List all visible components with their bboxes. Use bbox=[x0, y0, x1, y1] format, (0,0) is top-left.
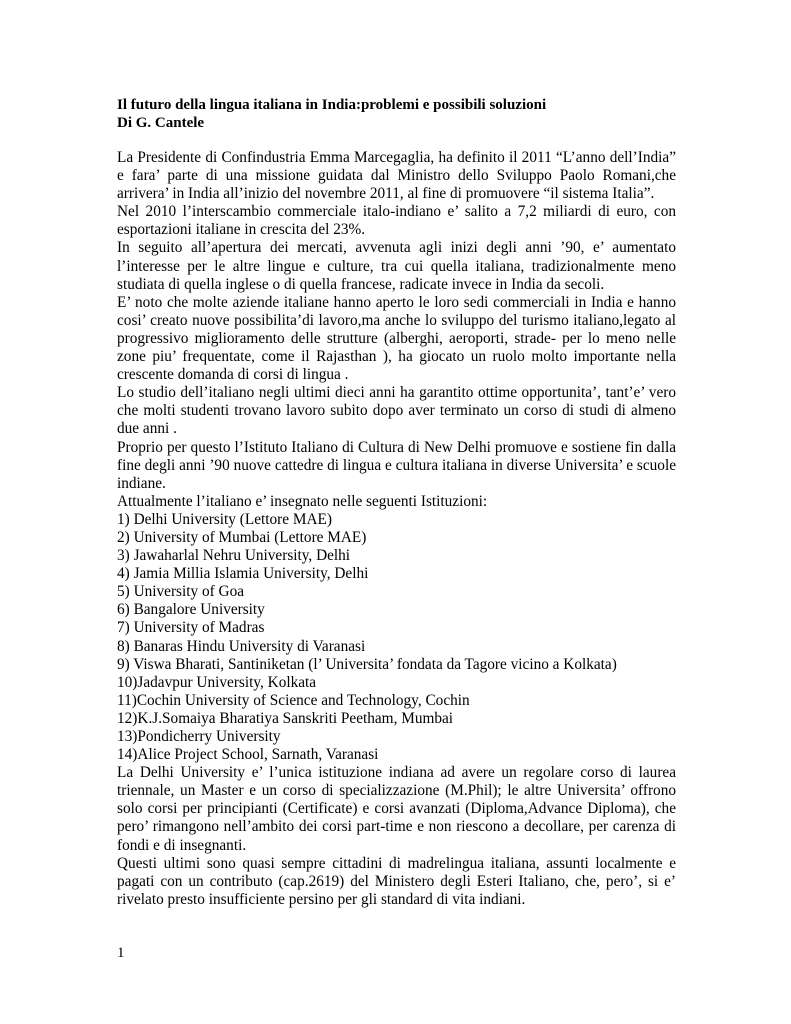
paragraph: Attualmente l’italiano e’ insegnato nelle seguenti Istituzioni: bbox=[117, 492, 488, 510]
list-item: 4) Jamia Millia Islamia University, Delhi bbox=[117, 565, 369, 583]
paragraph: E’ noto che molte aziende italiane hanno aperto le loro sedi commerciali in India e hanno cosi’ creato nuove possibilita’di lavoro,ma anche lo sviluppo del turismo italiano,legato al progressivo miglioramento delle strutture (alberghi, aeroporti, strade- per lo meno nelle zone piu’ frequentate, come il Rajasthan ), ha giocato un ruolo molto importante nella crescente domanda di corsi di lingua . bbox=[117, 293, 676, 384]
list-item: 13)Pondicherry University bbox=[117, 728, 281, 745]
page-number: 1 bbox=[117, 945, 125, 961]
list-item: 3) Jawaharlal Nehru University, Delhi bbox=[117, 547, 351, 565]
paragraph: Lo studio dell’italiano negli ultimi dieci anni ha garantito ottime opportunita’, tant’e’ vero che molti studenti trovano lavoro subito dopo aver terminato un corso di studi di almeno due anni . bbox=[117, 384, 676, 438]
list-item: 5) University of Goa bbox=[117, 583, 245, 601]
list-item: 9) Viswa Bharati, Santiniketan (l’ Universita’ fondata da Tagore vicino a Kolkata) bbox=[117, 655, 617, 673]
institution-list bbox=[117, 511, 676, 764]
paragraph: Nel 2010 l’interscambio commerciale italo-indiano e’ salito a 7,2 miliardi di euro, con esportazioni italiane in crescita del 23%. bbox=[117, 203, 676, 239]
list-item: 8) Banaras Hindu University di Varanasi bbox=[117, 637, 366, 655]
list-item: 11)Cochin University of Science and Technology, Cochin bbox=[117, 691, 470, 709]
document-body bbox=[117, 149, 676, 909]
list-item: 1) Delhi University (Lettore MAE) bbox=[117, 510, 332, 528]
list-item: 14)Alice Project School, Sarnath, Varanasi bbox=[117, 746, 379, 764]
list-item: 2) University of Mumbai (Lettore MAE) bbox=[117, 528, 367, 546]
list-item: 10)Jadavpur University, Kolkata bbox=[117, 673, 317, 691]
author-line: Di G. Cantele bbox=[117, 115, 205, 131]
paragraph: Questi ultimi sono quasi sempre cittadini di madrelingua italiana, assunti localmente e pagati con un contributo (cap.2619) del Ministero degli Esteri Italiano, che, pero’, si e’ rivelato presto insufficiente persino per gli standard di vita indiani. bbox=[117, 854, 676, 908]
list-item: 12)K.J.Somaiya Bharatiya Sanskriti Peetham, Mumbai bbox=[117, 709, 454, 727]
paragraph: In seguito all’apertura dei mercati, avvenuta agli inizi degli anni ’90, e’ aumentato l’interesse per le altre lingue e culture, tra cui quella italiana, tradizionalmente meno studiata di quella inglese o di quella francese, radicate invece in India da secoli. bbox=[117, 239, 676, 293]
list-item: 7) University of Madras bbox=[117, 619, 265, 637]
title-line: Il futuro della lingua italiana in India:problemi e possibili soluzioni bbox=[117, 97, 547, 113]
document-title bbox=[117, 96, 697, 132]
paragraph: La Presidente di Confindustria Emma Marcegaglia, ha definito il 2011 “L’anno dell’India” e fara’ parte di una missione guidata dal Ministro dello Sviluppo Paolo Romani,che arrivera’ in India all’inizio del novembre 2011, al fine di promuovere “il sistema Italia”. bbox=[117, 149, 676, 203]
paragraph: La Delhi University e’ l’unica istituzione indiana ad avere un regolare corso di laurea triennale, un Master e un corso di specializzazione (M.Phil); le altre Universita’ offrono solo corsi per principianti (Certificate) e corsi avanzati (Diploma,Advance Diploma), che pero’ rimangono nell’ambito dei corsi part-time e non riescono a decollare, per carenza di fondi e di insegnanti. bbox=[117, 764, 676, 854]
paragraph: Proprio per questo l’Istituto Italiano di Cultura di New Delhi promuove e sostiene fin dalla fine degli anni ’90 nuove cattedre di lingua e cultura italiana in diverse Universita’ e scuole indiane. bbox=[117, 438, 676, 492]
list-item: 6) Bangalore University bbox=[117, 601, 265, 619]
